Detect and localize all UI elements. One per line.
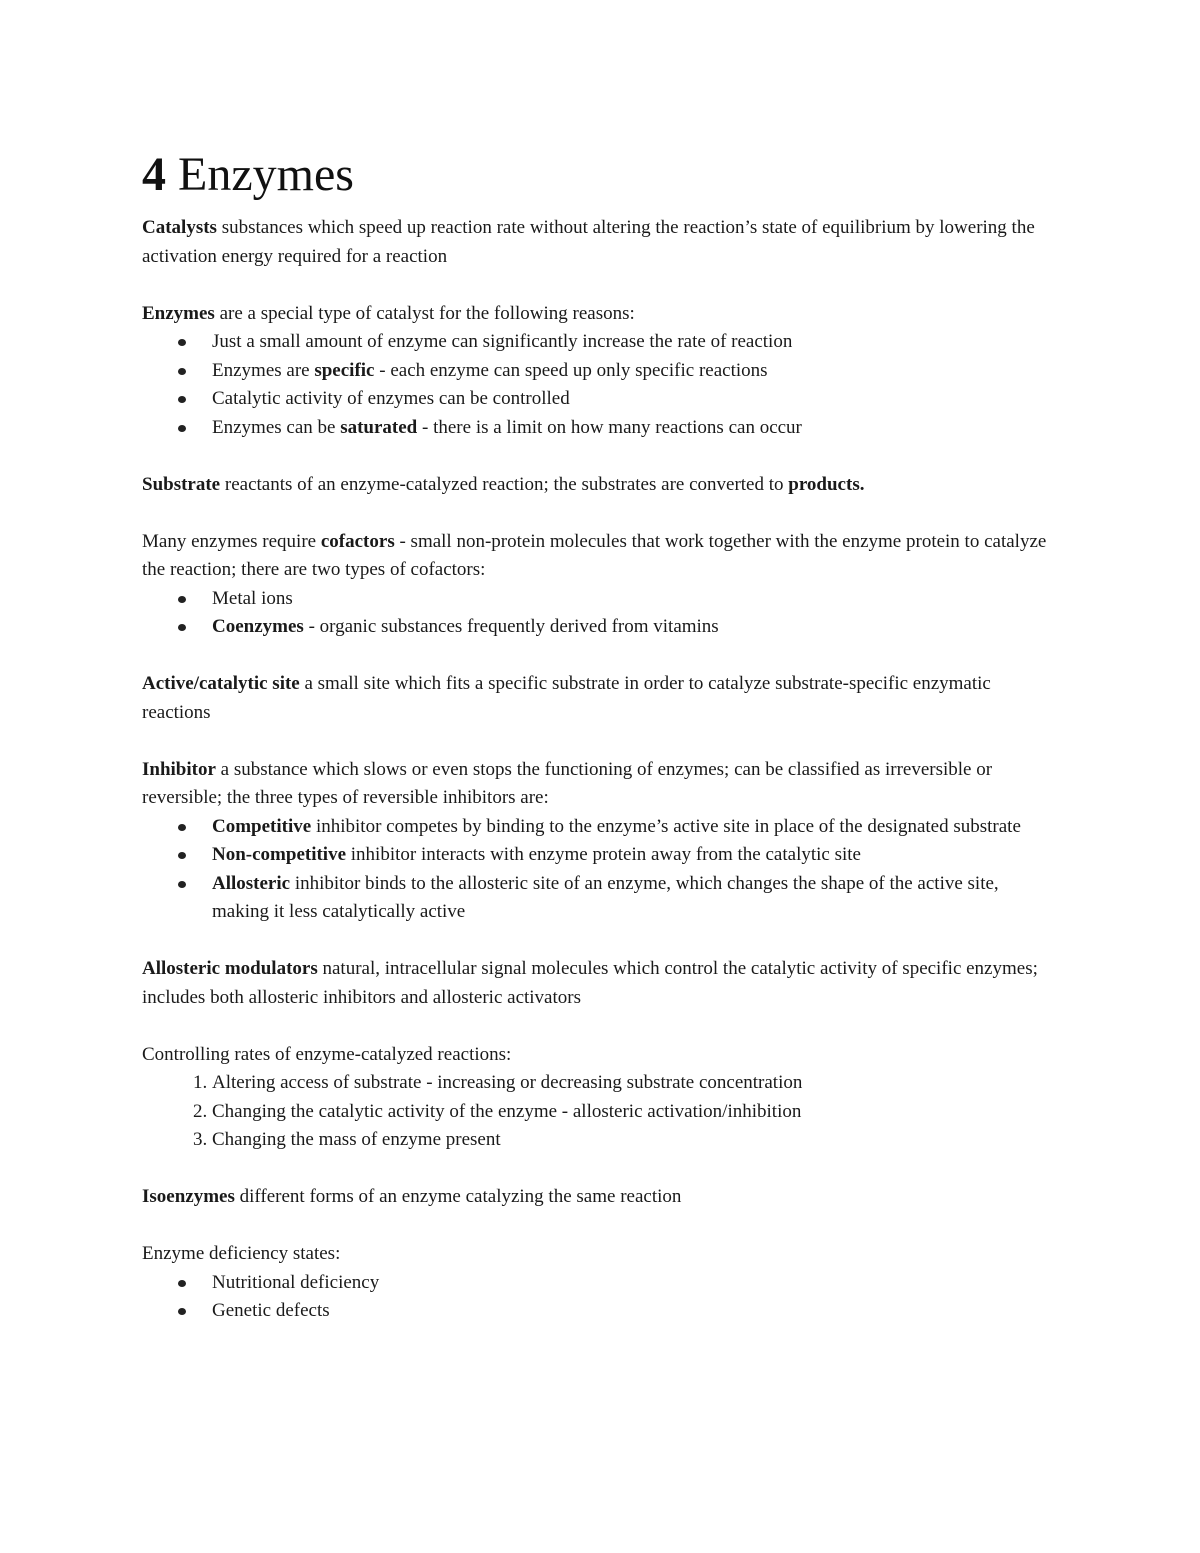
cofactors-list — [142, 585, 1057, 642]
list-item: 2. Changing the catalytic activity of the enzyme - allosteric activation/inhibition — [212, 1098, 1057, 1127]
document-body — [142, 214, 1057, 1326]
list-item: Allosteric inhibitor binds to the allosteric site of an enzyme, which changes the shape of the active site, making it less catalytically active — [212, 870, 1057, 927]
list-item: Genetic defects — [212, 1297, 1057, 1326]
list-item: Enzymes can be saturated - there is a limit on how many reactions can occur — [212, 414, 1057, 443]
list-item: Just a small amount of enzyme can significantly increase the rate of reaction — [212, 328, 1057, 357]
deficiency-intro: Enzyme deficiency states: — [142, 1243, 341, 1264]
list-item: Coenzymes - organic substances frequently derived from vitamins — [212, 613, 1057, 642]
page-title: 4 Enzymes — [142, 148, 354, 201]
controlling-list — [142, 1069, 1057, 1155]
list-item: Enzymes are specific - each enzyme can speed up only specific reactions — [212, 357, 1057, 386]
isoenzymes-definition: Isoenzymes different forms of an enzyme catalyzing the same reaction — [142, 1186, 682, 1207]
list-item: 1. Altering access of substrate - increasing or decreasing substrate concentration — [212, 1069, 1057, 1098]
list-item: 3. Changing the mass of enzyme present — [212, 1126, 1057, 1155]
list-item: Catalytic activity of enzymes can be controlled — [212, 385, 1057, 414]
inhibitor-definition: Inhibitor a substance which slows or even stops the functioning of enzymes; can be classified as irreversible or reversible; the three types of reversible inhibitors are: — [142, 758, 993, 808]
deficiency-list — [142, 1269, 1057, 1326]
controlling-intro: Controlling rates of enzyme-catalyzed reactions: — [142, 1043, 512, 1065]
enzymes-reasons-list — [142, 328, 1057, 442]
list-item: Non-competitive inhibitor interacts with enzyme protein away from the catalytic site — [212, 841, 1057, 870]
substrate-definition: Substrate reactants of an enzyme-catalyzed reaction; the substrates are converted to products. — [142, 473, 865, 495]
document-page — [142, 143, 1057, 1326]
active-site-definition: Active/catalytic site a small site which fits a specific substrate in order to catalyze substrate-specific enzymatic reactions — [142, 673, 991, 723]
list-item: Competitive inhibitor competes by binding to the enzyme’s active site in place of the designated substrate — [212, 813, 1057, 842]
catalysts-definition: Catalysts substances which speed up reaction rate without altering the reaction’s state of equilibrium by lowering the activation energy required for a reaction — [142, 217, 1035, 267]
list-item: Metal ions — [212, 585, 1057, 614]
modulators-definition: Allosteric modulators natural, intracellular signal molecules which control the catalytic activity of specific enzymes; includes both allosteric inhibitors and allosteric activators — [142, 958, 1038, 1008]
cofactors-paragraph: Many enzymes require cofactors - small non-protein molecules that work together with the enzyme protein to catalyze the reaction; there are two types of cofactors: — [142, 530, 1047, 580]
enzymes-intro: Enzymes are a special type of catalyst for the following reasons: — [142, 302, 635, 324]
list-item: Nutritional deficiency — [212, 1269, 1057, 1298]
inhibitor-types-list — [142, 813, 1057, 927]
